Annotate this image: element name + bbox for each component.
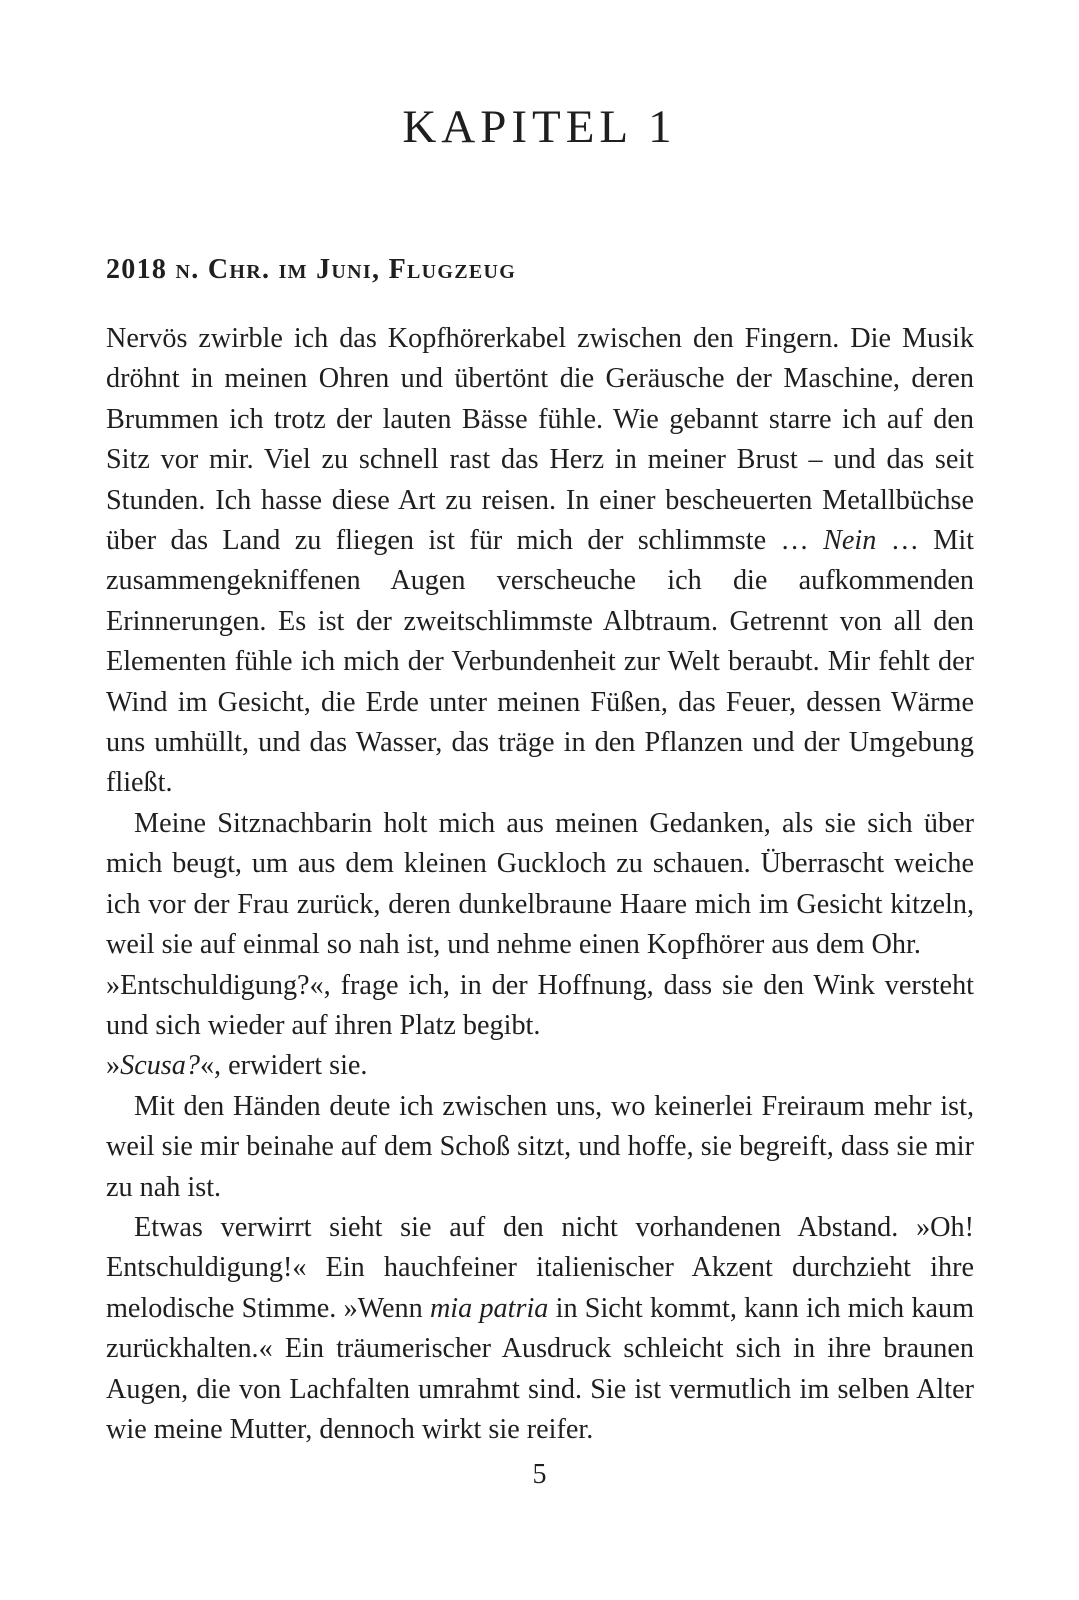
page-number: 5 [532,1459,547,1490]
paragraph [106,1087,974,1208]
paragraph [106,319,974,804]
paragraph-text: Etwas verwirrt sieht sie auf den nicht vorhandenen Abstand. »Oh! Entschuldigung!« Ein hauchfeiner italienischer Akzent durchzieht ihre melodische Stimme. »Wenn [106,1211,974,1324]
paragraph-text: Mit den Händen deute ich zwischen uns, wo keinerlei Freiraum mehr ist, weil sie mir beinahe auf dem Schoß sitzt, und hoffe, sie begreift, dass sie mir zu nah ist. [106,1090,974,1203]
paragraph [106,1046,974,1086]
paragraph-text: … Mit zusammengekniffenen Augen verscheuche ich die aufkommenden Erinnerungen. Es ist der zweitschlimmste Albtraum. Getrennt von all den Elementen fühle ich mich der Verbundenheit zur Welt beraubt. Mir fehlt der Wind im Gesicht, die Erde unter meinen Füßen, das Feuer, dessen Wärme uns umhüllt, und das Wasser, das träge in den Pflanzen und der Umgebung fließt. [106,525,974,799]
body-text [106,319,974,1450]
italic-text: Scusa? [120,1050,200,1082]
paragraph-text: Meine Sitznachbarin holt mich aus meinen Gedanken, als sie sich über mich beugt, um aus dem kleinen Guckloch zu schauen. Überrascht weiche ich vor der Frau zurück, deren dunkelbraune Haare mich im Gesicht kitzeln, weil sie auf einmal so nah ist, und nehme einen Kopfhörer aus dem Ohr. [106,807,974,961]
section-heading: 2018 n. Chr. im Juni, Flugzeug [106,254,517,285]
paragraph-text: » [106,1050,121,1082]
paragraph-text: «, erwidert sie. [199,1050,368,1082]
paragraph-text: Nervös zwirble ich das Kopfhörerkabel zwischen den Fingern. Die Musik dröhnt in meinen Ohren und übertönt die Geräusche der Maschine, deren Brummen ich trotz der lauten Bässe fühle. Wie gebannt starre ich auf den Sitz vor mir. Viel zu schnell rast das Herz in meiner Brust – und das seit Stunden. Ich hasse diese Art zu reisen. In einer bescheuerten Metallbüchse über das Land zu fliegen ist für mich der schlimmste … [106,323,974,557]
chapter-title: KAPITEL 1 [402,101,677,153]
paragraph [106,966,974,1047]
paragraph [106,1208,974,1450]
paragraph [106,804,974,966]
italic-text: Nein [823,525,877,557]
paragraph-text: in Sicht kommt, kann ich mich kaum zurückhalten.« Ein träumerischer Ausdruck schleicht sich in ihre braunen Augen, die von Lachfalten umrahmt sind. Sie ist vermutlich im selben Alter wie meine Mutter, dennoch wirkt sie reifer. [106,1292,974,1445]
italic-text: mia patria [429,1292,549,1324]
paragraph-text: »Entschuldigung?«, frage ich, in der Hoffnung, dass sie den Wink versteht und sich wieder auf ihren Platz begibt. [106,969,974,1041]
